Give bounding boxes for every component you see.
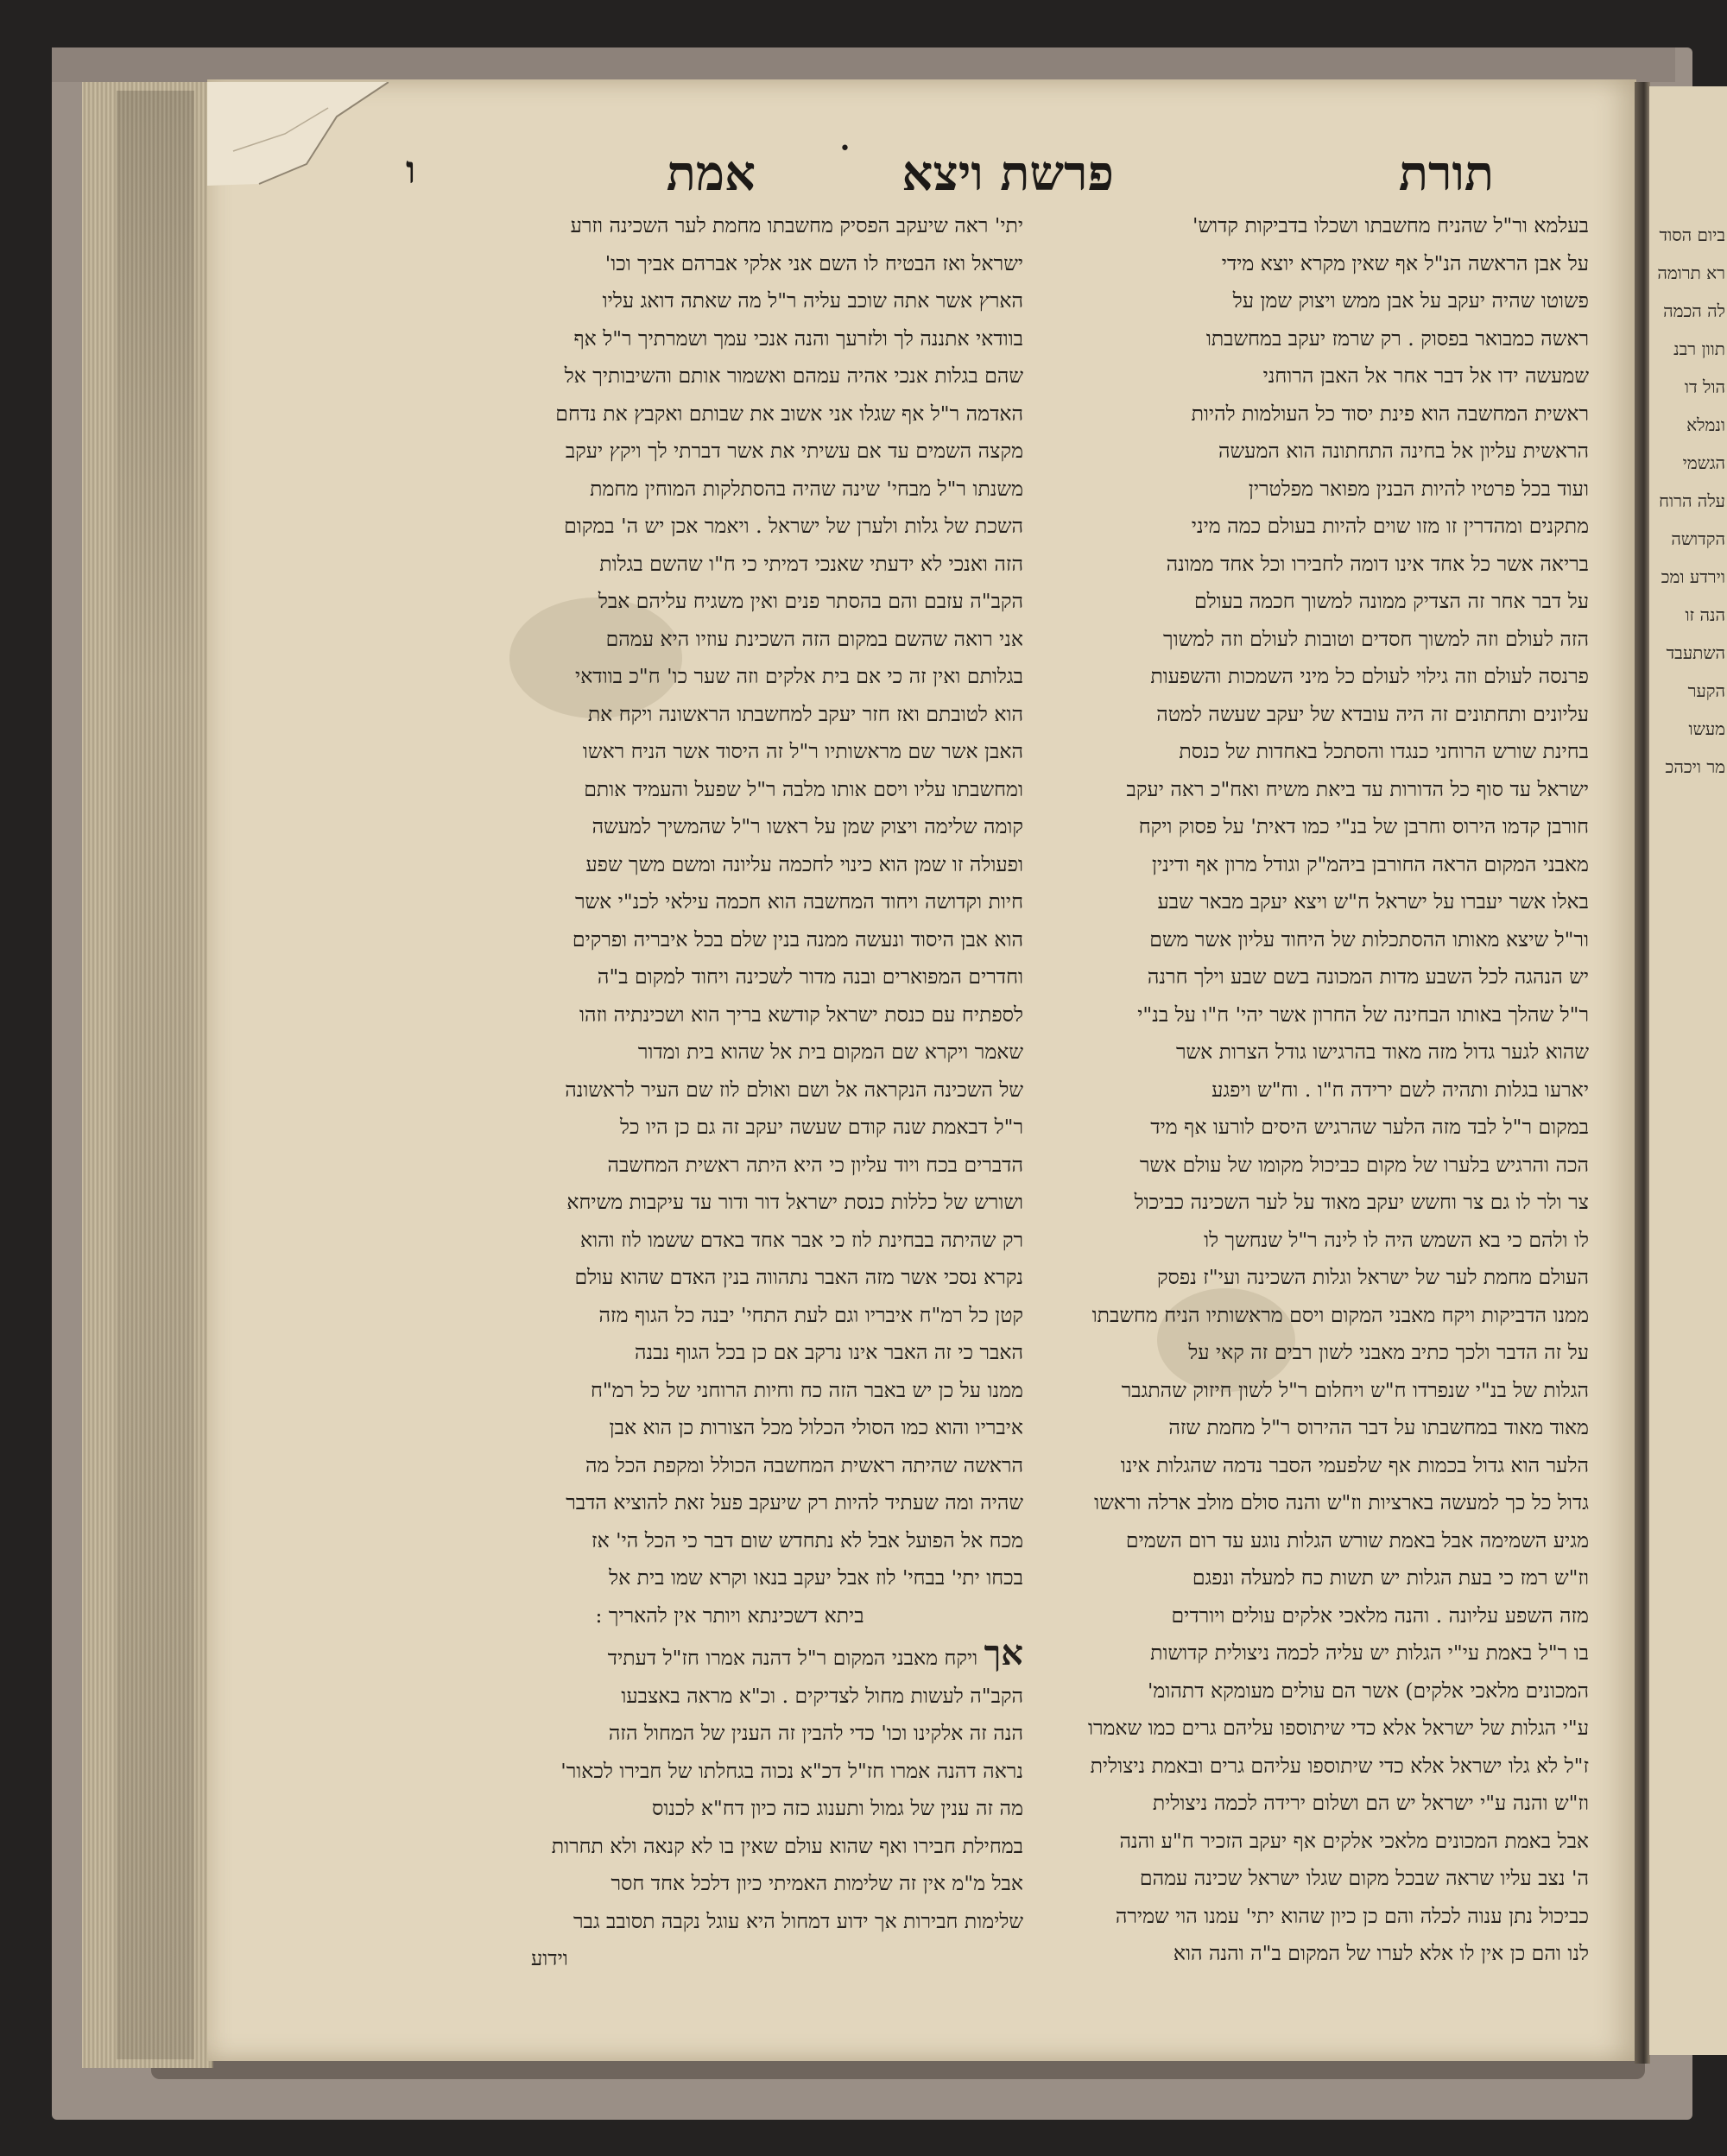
text-line: קטן כל רמ"ח איבריו וגם לעת התחי' יבנה כל הגוף מזה <box>598 1302 1023 1327</box>
text-line: יארעו בגלות ותהיה לשם ירידה ח"ו . וח"ש ויפגע <box>1211 1077 1589 1102</box>
book-gutter <box>1635 82 1650 2064</box>
text-line: בגלותם ואין זה כי אם בית אלקים וזה שער כו' ח"כ בוודאי <box>575 664 1023 688</box>
facing-page-fragment: ביום הסוד <box>1659 224 1725 245</box>
text-line: בעלמא ור"ל שהניח מחשבתו ושכלו בדביקות קדוש' <box>1192 213 1589 237</box>
dog-ear-corner <box>207 82 389 186</box>
header-emet: אמת <box>666 145 756 202</box>
text-line: הוא אבן היסוד ונעשה ממנה בנין שלם בכל איבריה ופרקים <box>572 926 1023 952</box>
text-line: האבר כי זה האבר אינו נרקב אם כן בכל הגוף נבנה <box>634 1340 1023 1364</box>
text-line: הראשית עליון אל בחינה התחתונה הוא המעשה <box>1218 439 1589 463</box>
text-line: בוודאי אתננה לך ולזרעך והנה אנכי עמך ושמרתיך ר"ל אף <box>573 326 1023 351</box>
text-line: חורבן קדמו הירוס וחרבן של בנ"י כמו דאית' על פסוק ויקח <box>1138 814 1589 838</box>
text-line: שהיה ומה שעתיד להיות רק שיעקב פעל זאת להוציא הדבר <box>566 1490 1023 1514</box>
text-line: בריאה אשר כל אחד אינו דומה לחבירו וכל אחד ממונה <box>1166 551 1589 576</box>
text-line: ישראל עד סוף כל הדורות עד ביאת משיח ואח"כ ראה יעקב <box>1126 776 1589 801</box>
text-line: מגיע השמימה אבל באמת שורש הגלות נוגע עד רום השמים <box>1125 1527 1589 1552</box>
text-line: ועוד בכל פרטיו להיות הבנין מפואר מפלטרין <box>1248 476 1589 501</box>
header-parsha: פרשת ויצא <box>901 145 1114 202</box>
text-line: וז"ש והנה ע"י ישראל יש הם ושלום ירידה לכמה ניצולית <box>1152 1791 1589 1815</box>
text-line: שאמר ויקרא שם המקום בית אל שהוא בית ומדור <box>637 1040 1023 1064</box>
text-line: הכה והרגיש בלערו של מקום כביכול מקומו של עולם אשר <box>1139 1152 1589 1177</box>
text-line: לו ולהם כי בא השמש היה לו לינה ר"ל שנחשך לו <box>1204 1227 1589 1252</box>
facing-page-sliver <box>1649 86 1727 2055</box>
text-line: ר"ל שהלך באותו הבחינה של החרון אשר יהי' ח"ו על בנ"י <box>1137 1002 1589 1027</box>
text-line: על זה הדבר ולכך כתיב מאבני לשון רבים זה קאי על <box>1188 1340 1589 1364</box>
text-line: בו ר"ל באמת עי"י הגלות יש עליה לכמה ניצולית קדושות <box>1150 1641 1589 1665</box>
text-column-left <box>436 207 1023 1978</box>
text-line: העולם מחמת לער של ישראל וגלות השכינה ועי"ז נפסק <box>1156 1265 1589 1289</box>
text-line: הזה ואנכי לא ידעתי שאנכי דמיתי כי ח"ו שהשם בגלות <box>599 551 1023 576</box>
closing-note: ביתא דשכינתא ויותר אין להאריך : <box>595 1603 864 1628</box>
text-line: לספתיח עם כנסת ישראל קודשא בריך הוא ושכינתיה וזהו <box>579 1002 1023 1027</box>
catchword: וידוע <box>531 1946 568 1970</box>
text-line: גדול כל כך למעשה בארציות וז"ש והנה סולם מולב ארלה וראשו <box>1094 1490 1589 1514</box>
facing-page-fragment: ונמלא <box>1686 414 1725 435</box>
text-line: שהוא לגער גדול מזה מאוד בהרגישו גודל הצרות אשר <box>1175 1040 1589 1064</box>
text-line: של השכינה הנקראה אל ושם ואולם לוז שם העיר לראשונה <box>565 1077 1023 1102</box>
text-line: המכונים מלאכי אלקים) אשר הם עולים מעומקא דתהומ' <box>1147 1678 1589 1703</box>
text-line: פרנסה לעולם וזה גילוי לעולם כל מיני השמכות והשפעות <box>1150 664 1589 688</box>
text-line: רק שהיתה בבחינת לוז כי אבר אחד באדם ששמו לוז והוא <box>580 1227 1023 1252</box>
text-line: ז"ל לא גלו ישראל אלא כדי שיתוספו עליהם גרים ובאמת ניצולית <box>1090 1753 1589 1778</box>
text-line: הארץ אשר אתה שוכב עליה ר"ל מה שאתה דואג עליו <box>602 288 1023 313</box>
section-line: הקב"ה לעשות מחול לצדיקים . וכ"א מראה באצבעו <box>621 1683 1023 1708</box>
text-line: יתי' ראה שיעקב הפסיק מחשבתו מחמת לער השכינה וזרע <box>570 213 1023 237</box>
facing-page-fragment: הול דו <box>1684 376 1725 397</box>
header-dot: • <box>839 138 851 160</box>
text-line: הלער הוא גדול בכמות אף שלפעמי הסבר נדמה שהגלות אינו <box>1120 1452 1589 1477</box>
text-line: האדמה ר"ל אף שגלו אני אשוב את שבותם ואקבץ את נדחם <box>555 401 1023 426</box>
text-line: אבל באמת המכונים מלאכי אלקים אף יעקב הזכיר ח"ע והנה <box>1119 1828 1589 1853</box>
text-line: צר ולר לו גם צר וחשש יעקב מאוד על לער השכינה כביכול <box>1134 1190 1589 1214</box>
text-line: בחינת שורש הרוחני כנגדו והסתכל באחדות של כנסת <box>1179 739 1589 763</box>
text-line: ישראל ואז הבטיח לו השם אני אלקי אברהם אביך וכו' <box>604 250 1023 275</box>
text-line: יש הנהגה לכל השבע מדות המכונה בשם שבע וילך חרנה <box>1147 964 1589 989</box>
text-line: מאוד מאוד במחשבתו על דבר ההירוס ר"ל מחמת שזה <box>1168 1415 1589 1439</box>
facing-page-fragment: מר ויכהכ <box>1665 756 1725 777</box>
text-line: ה' נצב עליו שראה שבכל מקום שגלו ישראל שכינה עמהם <box>1139 1866 1589 1890</box>
text-line: הגלות של בנ"י שנפרדו ח"ש ויחלום ר"ל לשון חיזוק שהתגבר <box>1121 1377 1589 1402</box>
text-line: הקב"ה עזבם והם בהסתר פנים ואין משגיח עליהם אבל <box>598 589 1023 613</box>
facing-page-fragment: הנה זו <box>1685 604 1725 625</box>
text-line: וז"ש רמז כי בעת הגלות יש תשות כח למעלה ונפגם <box>1192 1565 1589 1590</box>
text-column-right <box>1028 207 1589 1973</box>
text-line: קומה שלימה ויצוק שמן על ראשו ר"ל שהמשיך למעשה <box>591 814 1023 838</box>
text-line: כביכול נתן ענוה לכלה והם כן כיון שהוא יתי' עמנו הוי שמירה <box>1115 1903 1589 1928</box>
facing-page-fragment: עלה הרוח <box>1659 490 1725 511</box>
text-line: הדברים בכח ויוד עליון כי היא היתה ראשית המחשבה <box>607 1152 1023 1177</box>
section-line: נראה דהנה אמרו חז"ל דכ"א נכוה בגחלתו של חבירו לכאור' <box>560 1758 1023 1783</box>
text-line: בכחו יתי' בבחי' לוז אבל יעקב בנאו וקרא שמו בית אל <box>609 1565 1023 1590</box>
section-line: ויקח מאבני המקום ר"ל דהנה אמרו חז"ל דעתיד <box>607 1646 978 1670</box>
facing-page-fragment: רא תרומה <box>1657 262 1725 283</box>
text-line: מקצה השמים עד אם עשיתי את אשר דברתי לך ויקץ יעקב <box>565 439 1023 463</box>
text-line: ממנו הדביקות ויקח מאבני המקום ויסם מראשותיו הניח מחשבתו <box>1091 1302 1589 1327</box>
text-line: השכת של גלות ולערן של ישראל . ויאמר אכן יש ה' במקום <box>564 514 1023 538</box>
text-line: ושורש של כללות כנסת ישראל דור ודור עד עיקבות משיחא <box>566 1190 1023 1214</box>
cover-top-edge <box>52 47 1675 82</box>
text-line: ומחשבתו עליו ויסם אותו מלבה ר"ל שפעל והעמיד אותם <box>584 776 1023 801</box>
section-line: שלימות חבירות אך ידוע דמחול היא עוגל נקבה תסובב גבר <box>573 1908 1023 1933</box>
text-line: באלו אשר יעברו על ישראל ח"ש ויצא יעקב מבאר שבע <box>1157 889 1589 914</box>
text-line: ראשית המחשבה הוא פינת יסוד כל העולמות להיות <box>1191 401 1589 426</box>
text-line: וחדרים המפוארים ובנה מדור לשכינה ויחוד למקום ב"ה <box>597 964 1023 989</box>
facing-page-fragment: לה הכמה <box>1663 300 1725 321</box>
running-header <box>406 138 1494 205</box>
page-edges-block <box>82 82 213 2068</box>
text-line: מאבני המקום הראה החורבן ביהמ"ק וגודל מרון אף ודינין <box>1151 851 1589 876</box>
text-line: על אבן הראשה הנ"ל אף שאין מקרא יוצא מידי <box>1221 250 1589 275</box>
text-line: האבן אשר שם מראשותיו ר"ל זה היסוד אשר הניח ראשו <box>582 739 1023 763</box>
text-line: משנתו ר"ל מבחי' שינה שהיה בהסתלקות המוחין מחמת <box>590 476 1023 501</box>
text-line: ור"ל שיצא מאותו ההסתכלות של היחוד עליון אשר משם <box>1149 926 1589 952</box>
facing-page-fragment: תוון רבנ <box>1673 338 1725 359</box>
text-line: הראשה שהיתה ראשית המחשבה הכולל ומקפת הכל מה <box>585 1452 1023 1477</box>
text-line: ר"ל דבאמת שנה קודם שעשה יעקב זה גם כן היו כל <box>620 1115 1023 1139</box>
facing-page-fragment: מעשו <box>1688 718 1725 739</box>
facing-page-fragment: השתעבד <box>1666 642 1725 663</box>
facing-page-fragment: הקדושה <box>1671 528 1725 549</box>
header-torah: תורת <box>1398 145 1494 202</box>
section-initial-word: אך <box>984 1633 1023 1673</box>
text-line: הוא לטובתם ואז חזר יעקב למחשבתו הראשונה ויקח את <box>587 701 1023 726</box>
text-line: שמעשה ידו אל דבר אחר אל האבן הרוחני <box>1262 364 1589 388</box>
text-line: מתקנים ומהדרין זו מזו שוים להיות בעולם כמה מיני <box>1191 514 1589 538</box>
facing-page-fragment: וירדע ומכ <box>1661 566 1725 587</box>
text-line: עליונים ותחתונים זה היה עובדא של יעקב שעשה למטה <box>1156 701 1589 726</box>
text-line: על דבר אחר זה הצדיק ממונה למשוך חכמה בעולם <box>1194 589 1589 613</box>
text-line: איבריו והוא כמו הסולי הכלול מכל הצורות כן הוא אבן <box>609 1415 1023 1439</box>
text-line: חיות וקדושה ויחוד המחשבה הוא חכמה עילאי לכנ"י אשר <box>574 889 1023 914</box>
section-line: במחילת חבירו ואף שהוא עולם שאין בו לא קנאה ולא תחרות <box>551 1833 1023 1858</box>
text-line: ופעולה זו שמן הוא כינוי לחכמה עליונה ומשם משך שפע <box>585 851 1023 876</box>
text-line: הזה לעולם וזה למשוך חסדים וטובות לעולם וזה למשוך <box>1163 626 1589 651</box>
section-line: מה זה ענין של גמול ותענוג כזה כיון דח"א לכנוס <box>651 1796 1023 1820</box>
text-line: במקום ר"ל לבד מזה הלער שהרגיש היסים לורעו אף מיד <box>1150 1115 1589 1139</box>
text-line: ראשה כמבואר בפסוק . רק שרמז יעקב במחשבתו <box>1205 326 1589 351</box>
text-line: נקרא נסכי אשר מזה האבר נתהווה בנין האדם שהוא עולם <box>574 1265 1023 1289</box>
folio-number: ו <box>406 149 416 193</box>
section-line: אבל מ"מ אין זה שלימות האמיתי כיון דלכל אחד חסר <box>610 1871 1023 1895</box>
text-line: אני רואה שהשם במקום הזה השכינת עוזיו היא עמהם <box>605 626 1023 651</box>
text-line: מזה השפע עליונה . והנה מלאכי אלקים עולים ויורדים <box>1171 1603 1589 1628</box>
text-line: ע"י הגלות של ישראל אלא כדי שיתוספו עליהם גרים כמו שאמרו <box>1087 1716 1589 1740</box>
section-line: הנה זה אלקינו וכו' כדי להבין זה הענין של המחול הזה <box>608 1721 1023 1745</box>
text-line: שהם בגלות אנכי אהיה עמהם ואשמור אותם והשיבותיך אל <box>564 364 1023 388</box>
text-line: פשוטו שהיה יעקב על אבן ממש ויצוק שמן על <box>1232 288 1589 313</box>
text-line: ממנו על כן יש באבר הזה כח וחיות הרוחני של כל רמ"ח <box>590 1377 1023 1402</box>
facing-page-fragment: הקער <box>1687 680 1725 701</box>
facing-page-fragment: הגשמי <box>1682 452 1725 473</box>
section-opening-line <box>436 1634 1023 1678</box>
text-line: מכח אל הפועל אבל לא נתחדש שום דבר כי הכל הי' אז <box>591 1527 1023 1552</box>
text-line: לנו והם כן אין לו אלא לערו של המקום ב"ה והנה הוא <box>1173 1941 1589 1965</box>
